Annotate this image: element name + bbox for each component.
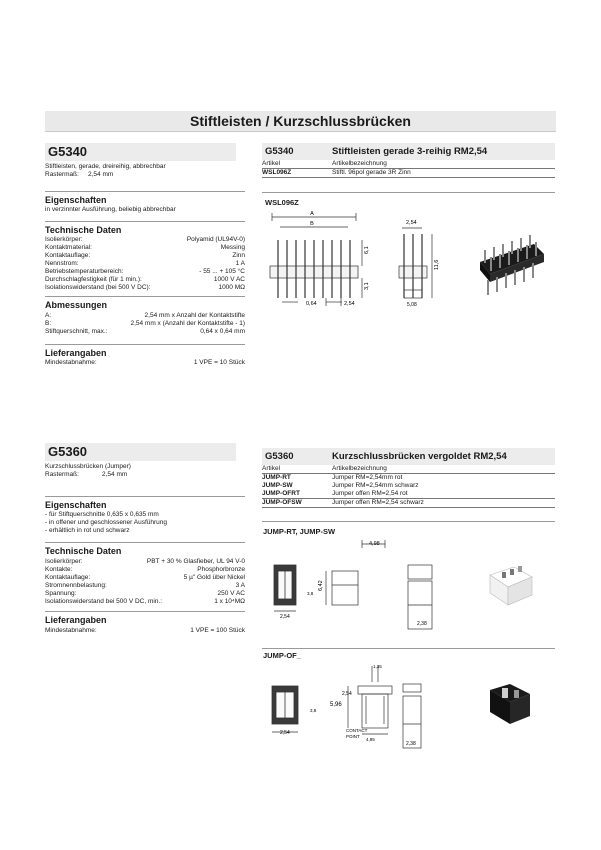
eigenschaften-text: in verzinnter Ausführung, beliebig abbrechbar bbox=[45, 206, 176, 213]
header-photo bbox=[480, 235, 544, 295]
tech-row bbox=[45, 244, 245, 252]
tech-row bbox=[45, 582, 245, 590]
tech-row bbox=[45, 590, 245, 598]
tech-row bbox=[45, 260, 245, 268]
raster-value: 2,54 mm bbox=[88, 171, 114, 178]
tech-label: Stromnennbelastung: bbox=[45, 582, 107, 589]
front-view bbox=[270, 213, 362, 306]
tech-label: Isolationswiderstand (bei 500 V DC): bbox=[45, 284, 151, 291]
dim-38: 3,8 bbox=[307, 591, 314, 596]
tech-value: Messing bbox=[220, 244, 245, 251]
dimension-value: 0,64 x 0,64 mm bbox=[200, 328, 245, 335]
product-description: Kurzschlussbrücken (Jumper) bbox=[45, 463, 131, 470]
article-description: Jumper RM=2,54mm rot bbox=[332, 474, 403, 481]
delivery-value: 1 VPE = 100 Stück bbox=[190, 627, 245, 634]
tech-label: Kontaktmaterial: bbox=[45, 244, 92, 251]
table-row bbox=[262, 474, 555, 482]
dimension-label: B: bbox=[45, 320, 52, 327]
section-heading-technische-daten: Technische Daten bbox=[45, 225, 122, 235]
dim-135: 1,35 bbox=[373, 664, 382, 669]
dimension-row bbox=[45, 312, 245, 320]
product-title: Stiftleisten gerade 3-reihig RM2,54 bbox=[332, 146, 488, 157]
article-table bbox=[262, 160, 555, 178]
tech-row bbox=[45, 598, 245, 606]
tech-row bbox=[45, 276, 245, 284]
jumper-front-view bbox=[274, 565, 296, 611]
column-header: Artikelbezeichnung bbox=[332, 160, 387, 167]
delivery-value: 1 VPE = 10 Stück bbox=[193, 359, 245, 366]
open-jumper-side-view bbox=[348, 666, 392, 734]
product-header-bar bbox=[262, 448, 555, 465]
tech-label: Isolierkörper: bbox=[45, 558, 83, 565]
page-title: Stiftleisten / Kurzschlussbrücken bbox=[45, 111, 556, 132]
delivery-row bbox=[45, 627, 245, 635]
product-description: Stiftleisten, gerade, dreireihig, abbrechbar bbox=[45, 163, 166, 170]
tech-value: 1 x 10⁴MΩ bbox=[214, 598, 245, 605]
open-jumper-top-view bbox=[403, 684, 421, 748]
dim-38: 3,8 bbox=[310, 708, 317, 713]
tech-value: 1 A bbox=[235, 260, 245, 267]
tech-value: 1000 V AC bbox=[213, 276, 245, 283]
divider bbox=[45, 542, 245, 543]
raster-row bbox=[45, 471, 245, 479]
table-header bbox=[262, 160, 555, 169]
table-row bbox=[262, 482, 555, 490]
product-code-g5340: G5340 bbox=[45, 143, 236, 161]
dimension-row bbox=[45, 328, 245, 336]
tech-row bbox=[45, 558, 245, 566]
list-item: - erhältlich in rot und schwarz bbox=[45, 527, 130, 534]
dimension-label: A: bbox=[45, 312, 52, 319]
dim-254-bottom: 2,54 bbox=[280, 730, 290, 736]
article-description: Stiftl. 96pol gerade 3R Zinn bbox=[332, 169, 411, 176]
dim-064: 0,64 bbox=[306, 301, 317, 307]
column-header: Artikel bbox=[262, 465, 281, 472]
jumper-top-view bbox=[408, 565, 432, 629]
open-jumper-photo bbox=[490, 684, 530, 724]
tech-label: Spannung: bbox=[45, 590, 77, 597]
drawing-label: JUMP-RT, JUMP-SW bbox=[263, 527, 336, 536]
tech-label: Isolierkörper: bbox=[45, 236, 83, 243]
section-heading-eigenschaften: Eigenschaften bbox=[45, 195, 107, 205]
tech-value: 3 A bbox=[235, 582, 245, 589]
section-heading-lieferangaben: Lieferangaben bbox=[45, 615, 107, 625]
dim-254: 2,54 bbox=[344, 301, 355, 307]
side-view bbox=[399, 228, 432, 298]
article-number: WSL096Z bbox=[262, 169, 292, 176]
section-heading-technische-daten: Technische Daten bbox=[45, 546, 122, 556]
tech-row bbox=[45, 236, 245, 244]
tech-label: Kontaktauflage: bbox=[45, 574, 91, 581]
jumper-side-view bbox=[326, 540, 385, 605]
divider bbox=[45, 496, 245, 497]
article-description: Jumper RM=2,54mm schwarz bbox=[332, 482, 419, 489]
article-number: JUMP-RT bbox=[262, 474, 291, 481]
eigenschaften-list bbox=[45, 511, 167, 535]
article-table bbox=[262, 465, 555, 508]
delivery-row bbox=[45, 359, 245, 367]
article-number: JUMP-OFRT bbox=[262, 490, 300, 497]
product-header-bar bbox=[262, 143, 555, 160]
dim-a: A bbox=[310, 211, 314, 217]
table-header bbox=[262, 465, 555, 474]
raster-value: 2,54 mm bbox=[102, 471, 128, 478]
column-header: Artikelbezeichnung bbox=[332, 465, 387, 472]
tech-row bbox=[45, 284, 245, 292]
delivery-label: Mindestabnahme: bbox=[45, 627, 97, 634]
divider bbox=[45, 344, 245, 345]
list-item: - für Stiftquerschnitte 0,635 x 0,635 mm bbox=[45, 511, 159, 518]
raster-label: Rastermaß: bbox=[45, 471, 79, 478]
dim-238: 2,38 bbox=[417, 621, 427, 627]
dimension-row bbox=[45, 320, 245, 328]
tech-value: 250 V AC bbox=[217, 590, 245, 597]
dimension-label: Stiftquerschnitt, max.: bbox=[45, 328, 108, 335]
divider bbox=[262, 192, 555, 193]
dim-31: 3,1 bbox=[364, 282, 370, 290]
tech-row bbox=[45, 252, 245, 260]
product-title: Kurzschlussbrücken vergoldet RM2,54 bbox=[332, 451, 507, 462]
dim-116: 11,6 bbox=[434, 259, 440, 270]
tech-label: Betriebstemperaturbereich: bbox=[45, 268, 124, 275]
raster-row bbox=[45, 171, 245, 179]
article-number: JUMP-OFSW bbox=[262, 499, 302, 506]
drawing-label: WSL096Z bbox=[265, 198, 299, 207]
tech-value: Phosphorbronze bbox=[197, 566, 245, 573]
divider bbox=[262, 521, 555, 522]
dim-254-top: 2,54 bbox=[406, 220, 417, 226]
tech-value: 1000 MΩ bbox=[218, 284, 245, 291]
jumper-photo bbox=[490, 566, 532, 605]
tech-row bbox=[45, 574, 245, 582]
delivery-label: Mindestabnahme: bbox=[45, 359, 97, 366]
tech-label: Kontaktauflage: bbox=[45, 252, 91, 259]
wsl096z-drawing bbox=[262, 210, 556, 320]
section-heading-abmessungen: Abmessungen bbox=[45, 300, 108, 310]
dim-596: 5,96 bbox=[330, 702, 342, 708]
tech-label: Durchschlagfestigkeit (für 1 min.): bbox=[45, 276, 142, 283]
divider bbox=[45, 296, 245, 297]
tech-data-list bbox=[45, 558, 245, 606]
dim-498: 4,98 bbox=[369, 541, 380, 547]
product-code: G5340 bbox=[265, 146, 294, 157]
table-row bbox=[262, 499, 555, 508]
jump-rt-sw-drawing bbox=[262, 535, 556, 640]
dim-61: 6,1 bbox=[364, 246, 370, 254]
raster-label: Rastermaß: bbox=[45, 171, 79, 178]
tech-row bbox=[45, 268, 245, 276]
divider bbox=[262, 648, 555, 649]
article-number: JUMP-SW bbox=[262, 482, 293, 489]
table-row bbox=[262, 490, 555, 499]
section-heading-lieferangaben: Lieferangaben bbox=[45, 348, 107, 358]
list-item: - in offener und geschlossener Ausführung bbox=[45, 519, 168, 526]
open-jumper-front-view bbox=[272, 686, 298, 732]
tech-value: - 55 ... + 105 °C bbox=[199, 268, 245, 275]
tech-value: Polyamid (UL94V-0) bbox=[186, 236, 245, 243]
dim-508: 5,08 bbox=[407, 302, 417, 308]
tech-label: Isolationswiderstand bei 500 V DC, min.: bbox=[45, 598, 163, 605]
section-heading-eigenschaften: Eigenschaften bbox=[45, 500, 107, 510]
contact-label: CONTACT bbox=[346, 728, 368, 733]
dim-495: 4,95 bbox=[366, 737, 375, 742]
tech-data-list bbox=[45, 236, 245, 292]
point-label: POINT bbox=[346, 734, 360, 739]
dim-254-top: 2,54 bbox=[342, 691, 352, 697]
tech-value: PBT + 30 % Glasfieber, UL 94 V-0 bbox=[146, 558, 245, 565]
dim-642: 6,42 bbox=[318, 580, 324, 591]
article-description: Jumper offen RM=2,54 rot bbox=[332, 490, 408, 497]
product-code: G5360 bbox=[265, 451, 294, 462]
dimension-value: 2,54 mm x (Anzahl der Kontaktstifte - 1) bbox=[130, 320, 245, 327]
dim-238: 2,38 bbox=[406, 741, 416, 747]
tech-value: Zinn bbox=[232, 252, 245, 259]
tech-label: Nennstrom: bbox=[45, 260, 79, 267]
tech-value: 5 µ" Gold über Nickel bbox=[183, 574, 245, 581]
divider bbox=[45, 221, 245, 222]
table-row bbox=[262, 169, 555, 178]
divider bbox=[45, 191, 245, 192]
article-description: Jumper offen RM=2,54 schwarz bbox=[332, 499, 424, 506]
tech-row bbox=[45, 566, 245, 574]
drawing-label: JUMP-OF_ bbox=[263, 651, 301, 660]
tech-label: Kontakte: bbox=[45, 566, 73, 573]
divider bbox=[45, 611, 245, 612]
dim-b: B bbox=[310, 221, 314, 227]
jump-of-drawing bbox=[262, 660, 556, 755]
product-code-g5360: G5360 bbox=[45, 443, 236, 461]
dimension-value: 2,54 mm x Anzahl der Kontaktstifte bbox=[144, 312, 245, 319]
dimensions-list bbox=[45, 312, 245, 336]
dim-254: 2,54 bbox=[280, 614, 290, 620]
column-header: Artikel bbox=[262, 160, 281, 167]
